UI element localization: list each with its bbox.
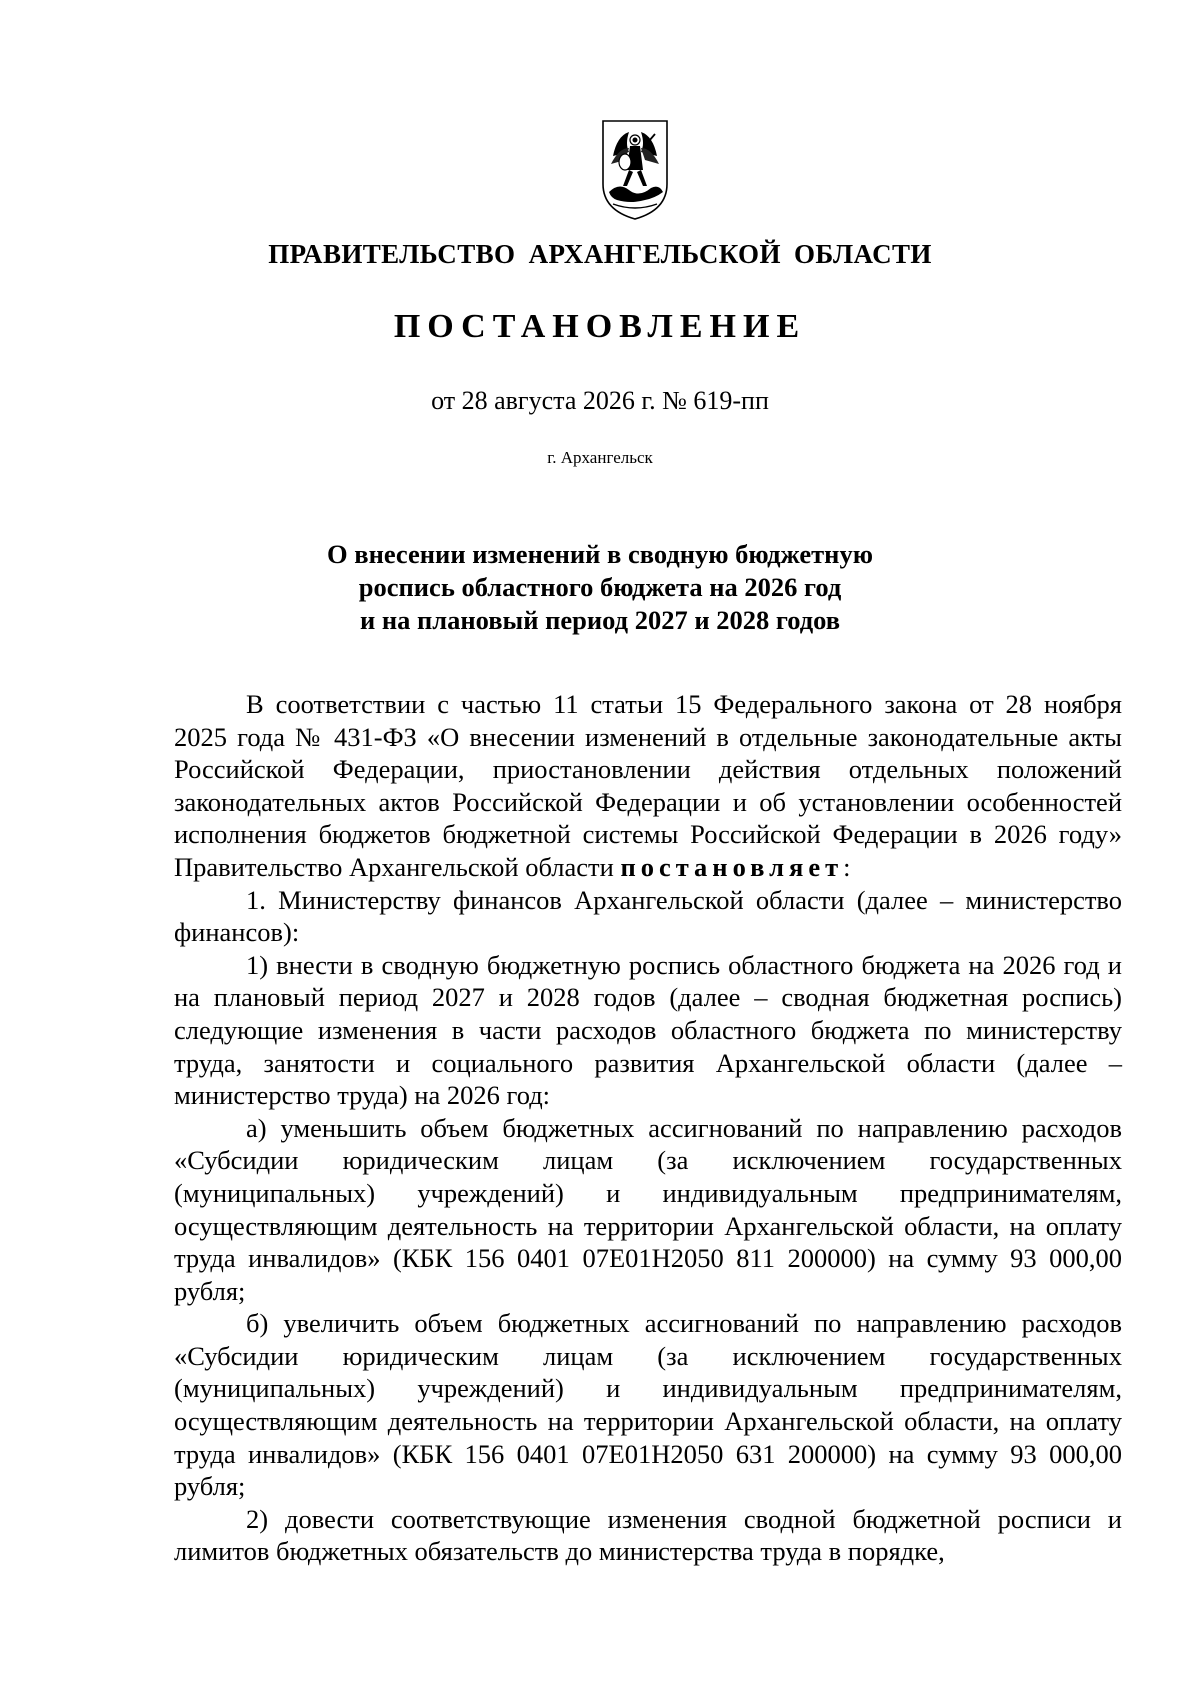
item-1-1-b-paragraph: б) увеличить объем бюджетных ассигнований по направлению расходов «Субсидии юридическим лицам (за исключением государственных (муниципальных) учреждений) и индивидуальным предпринимателям, осуществляющим деятельность на территории Архангельской области, на оплату труда инвалидов» (КБК 156 0401 07Е01Н2050 631 200000) на сумму 93 000,00 рубля;	[174, 1308, 1122, 1502]
item-1-2-paragraph: 2) довести соответствующие изменения сводной бюджетной росписи и лимитов бюджетных обязательств до министерства труда в порядке,	[174, 1503, 1122, 1567]
decree-word: постановляет	[620, 851, 844, 882]
title-line: О внесении изменений в сводную бюджетную	[327, 539, 873, 569]
title-line: роспись областного бюджета на 2026 год	[358, 572, 842, 602]
decree-suffix: :	[843, 851, 851, 882]
title-line: и на плановый период 2027 и 2028 годов	[359, 605, 841, 635]
preamble-text: В соответствии с частью 11 статьи 15 Федерального закона от 28 ноября 2025 года № 431-ФЗ «О внесении изменений в отдельные законодательные акты Российской Федерации, приостановлении действия отдельных положений законодательных актов Российской Федерации и об установлении особенностей исполнения бюджетов бюджетной системы Российской Федерации в 2026 году» Правительство Архангельской области	[174, 689, 1122, 882]
coat-of-arms-emblem	[599, 118, 671, 222]
preamble-paragraph	[174, 688, 1122, 884]
item-1-1-paragraph: 1) внести в сводную бюджетную роспись областного бюджета на 2026 год и на плановый период 2027 и 2028 годов (далее – сводная бюджетная роспись) следующие изменения в части расходов областного бюджета по министерству труда, занятости и социального развития Архангельской области (далее – министерство труда) на 2026 год:	[174, 949, 1122, 1111]
document-city: г. Архангельск	[547, 448, 653, 467]
document-type: ПОСТАНОВЛЕНИЕ	[393, 308, 807, 345]
item-1-paragraph: 1. Министерству финансов Архангельской области (далее – министерство финансов):	[174, 884, 1122, 948]
document-body	[174, 688, 1122, 1568]
document-title	[0, 538, 1200, 637]
coat-of-arms-icon	[599, 118, 671, 222]
organization-name: ПРАВИТЕЛЬСТВО АРХАНГЕЛЬСКОЙ ОБЛАСТИ	[268, 239, 932, 269]
item-1-1-a-paragraph: а) уменьшить объем бюджетных ассигнований по направлению расходов «Субсидии юридическим лицам (за исключением государственных (муниципальных) учреждений) и индивидуальным предпринимателям, осуществляющим деятельность на территории Архангельской области, на оплату труда инвалидов» (КБК 156 0401 07Е01Н2050 811 200000) на сумму 93 000,00 рубля;	[174, 1112, 1122, 1306]
document-date-number: от 28 августа 2026 г. № 619-пп	[431, 386, 769, 415]
